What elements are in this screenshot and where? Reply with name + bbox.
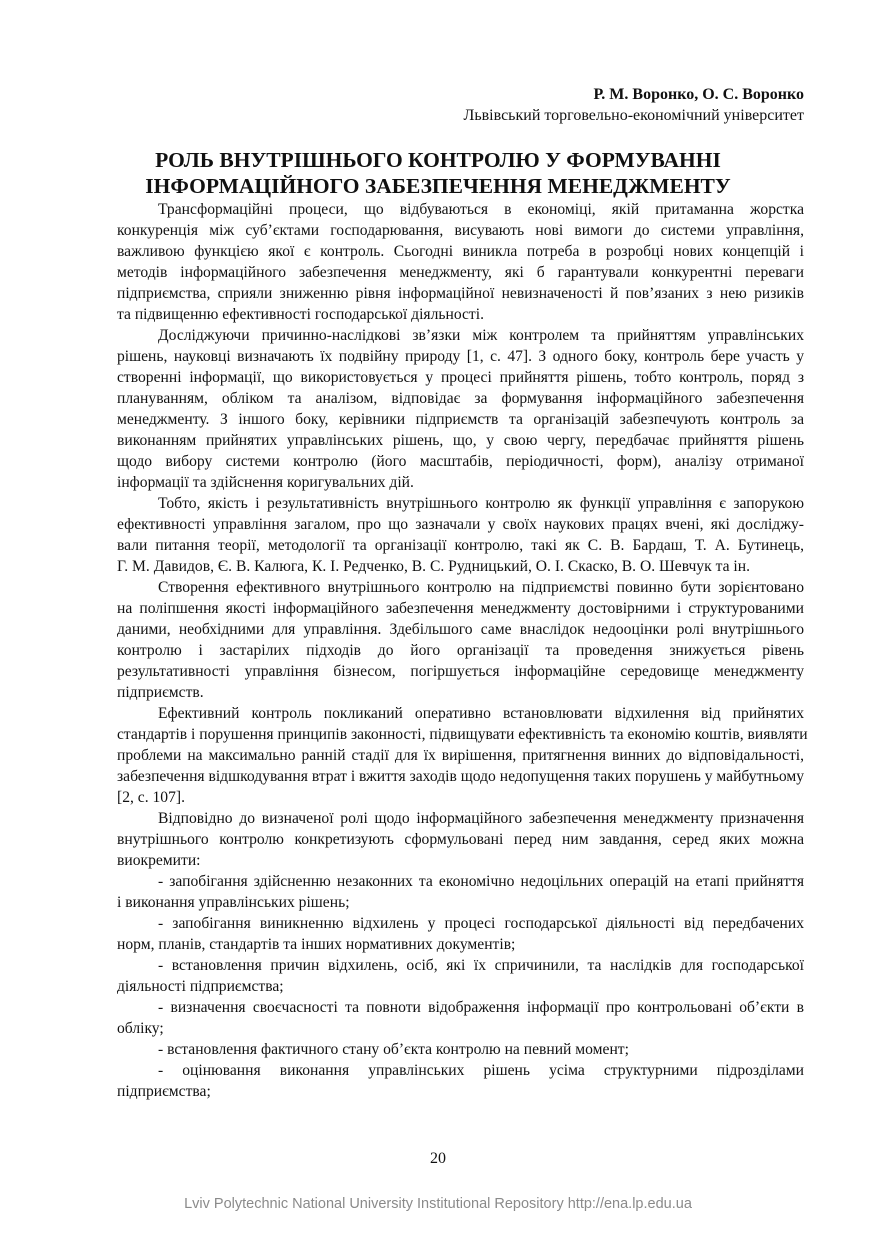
paragraph: [117, 871, 804, 913]
text-line: - оцінювання виконання управлінських рішень усіма структурними підрозділами: [158, 1062, 804, 1079]
paragraph: [117, 577, 804, 703]
paragraph: [117, 1039, 804, 1060]
text-line: методів інформаційного забезпечення менеджменту, які б гарантували конкурентні переваги: [117, 264, 804, 281]
text-line: [2, с. 107].: [117, 789, 185, 806]
paragraph: [117, 493, 804, 577]
text-line: даними, необхідними для управління. Здебільшого саме внаслідок недооцінки ролі внутрішнього: [117, 621, 804, 638]
page-number: 20: [430, 1150, 446, 1167]
paragraph: [117, 199, 804, 325]
text-line: результативності управління бізнесом, погіршується інформаційне середовище менеджменту: [117, 663, 804, 680]
text-line: на поліпшення якості інформаційного забезпечення менеджменту достовірними і структурованими: [117, 600, 804, 617]
paragraph: [117, 955, 804, 997]
text-line: вали питання теорії, методології та організації контролю, такі як С. В. Бардаш, Т. А. Бутинець,: [117, 537, 804, 554]
title-line: РОЛЬ ВНУТРІШНЬОГО КОНТРОЛЮ У ФОРМУВАННІ: [155, 148, 721, 172]
paragraph: [117, 325, 804, 493]
paragraph: [117, 913, 804, 955]
text-line: - встановлення причин відхилень, осіб, які їх спричинили, та наслідків для господарської: [158, 957, 804, 974]
paragraph: [117, 703, 808, 808]
text-line: забезпечення відшкодування втрат і вжиття заходів щодо недопущення таких порушень у майбутньому: [117, 768, 805, 785]
authors: Р. М. Воронко, О. С. Воронко: [593, 86, 804, 103]
text-line: проблеми на максимально ранній стадії для їх вирішення, притягнення винних до відповідальності,: [117, 747, 804, 764]
text-line: інформації та здійснення коригувальних дій.: [117, 474, 414, 491]
text-line: контролю і застарілих підходів до його організації та проведення знижується рівень: [117, 642, 804, 659]
paragraph: [117, 1060, 804, 1102]
text-line: конкуренція між суб’єктами господарювання, висувають нові вимоги до системи управління,: [117, 222, 804, 239]
text-line: і виконання управлінських рішень;: [117, 894, 350, 911]
text-line: Г. М. Давидов, Є. В. Калюга, К. І. Редченко, В. С. Рудницький, О. І. Скаско, В. О. Шевчук та ін.: [117, 558, 750, 575]
text-line: обліку;: [117, 1020, 164, 1037]
text-line: менеджменту. З іншого боку, керівники підприємств та організацій забезпечують контроль за: [117, 411, 804, 428]
affiliation: Львівський торговельно-економічний університет: [463, 107, 804, 124]
text-line: - визначення своєчасності та повноти відображення інформації про контрольовані об’єкти в: [158, 999, 804, 1016]
text-line: внутрішнього контролю конкретизують сформульовані перед ним завдання, серед яких можна: [117, 831, 804, 848]
text-line: підприємств.: [117, 684, 204, 701]
text-line: - встановлення фактичного стану об’єкта контролю на певний момент;: [158, 1041, 629, 1058]
text-line: Ефективний контроль покликаний оперативно встановлювати відхилення від прийнятих: [158, 705, 804, 722]
text-line: стандартів і порушення принципів законності, підвищувати ефективність та економію коштів, виявляти: [117, 726, 808, 743]
text-line: плануванням, обліком та аналізом, відповідає за формування інформаційного забезпечення: [117, 390, 804, 407]
article-body: [117, 199, 808, 1102]
text-line: виокремити:: [117, 852, 201, 869]
text-line: Тобто, якість і результативність внутрішнього контролю як функції управління є запорукою: [158, 495, 804, 512]
text-line: підприємства, сприяли зниженню рівня інформаційної невизначеності й пов’язаних з нею ризиків: [117, 285, 804, 302]
text-line: Трансформаційні процеси, що відбуваються в економіці, якій притаманна жорстка: [158, 201, 804, 218]
paragraph: [117, 997, 804, 1039]
text-line: Створення ефективного внутрішнього контролю на підприємстві повинно бути зорієнтовано: [158, 579, 804, 596]
text-line: важливою функцією якої є контроль. Сьогодні виникла потреба в розробці нових концепцій і: [117, 243, 804, 260]
text-line: рішень, науковці визначають їх подвійну природу [1, с. 47]. З одного боку, контроль бере участь у: [117, 348, 804, 365]
text-line: створенні інформації, що використовується у процесі прийняття рішень, тобто контроль, поряд з: [117, 369, 804, 386]
text-line: діяльності підприємства;: [117, 978, 284, 995]
title-line: ІНФОРМАЦІЙНОГО ЗАБЕЗПЕЧЕННЯ МЕНЕДЖМЕНТУ: [145, 174, 731, 198]
text-line: щодо вибору системи контролю (його масштабів, періодичності, форм), аналізу отриманої: [117, 453, 804, 470]
text-line: підприємства;: [117, 1083, 211, 1100]
text-line: - запобігання виникненню відхилень у процесі господарської діяльності від передбачених: [158, 915, 804, 932]
text-line: норм, планів, стандартів та інших нормативних документів;: [117, 936, 516, 953]
text-line: ефективності управління загалом, про що зазначали у своїх наукових працях вчені, які дослідж​у-: [117, 516, 804, 533]
repository-footer: Lviv Polytechnic National University Institutional Repository http://ena.lp.edu.ua: [184, 1196, 692, 1212]
text-line: Відповідно до визначеної ролі щодо інформаційного забезпечення менеджменту призначення: [158, 810, 804, 827]
text-line: - запобігання здійсненню незаконних та економічно недоцільних операцій на етапі прийняття: [158, 873, 804, 890]
paragraph: [117, 808, 804, 871]
text-line: Досліджуючи причинно-наслідкові зв’язки між контролем та прийняттям управлінських: [158, 327, 804, 344]
text-line: виконанням прийнятих управлінських рішень, що, у свою чергу, передбачає прийняття рішень: [117, 432, 804, 449]
article-title: [0, 147, 876, 199]
text-line: та підвищенню ефективності господарської діяльності.: [117, 306, 484, 323]
